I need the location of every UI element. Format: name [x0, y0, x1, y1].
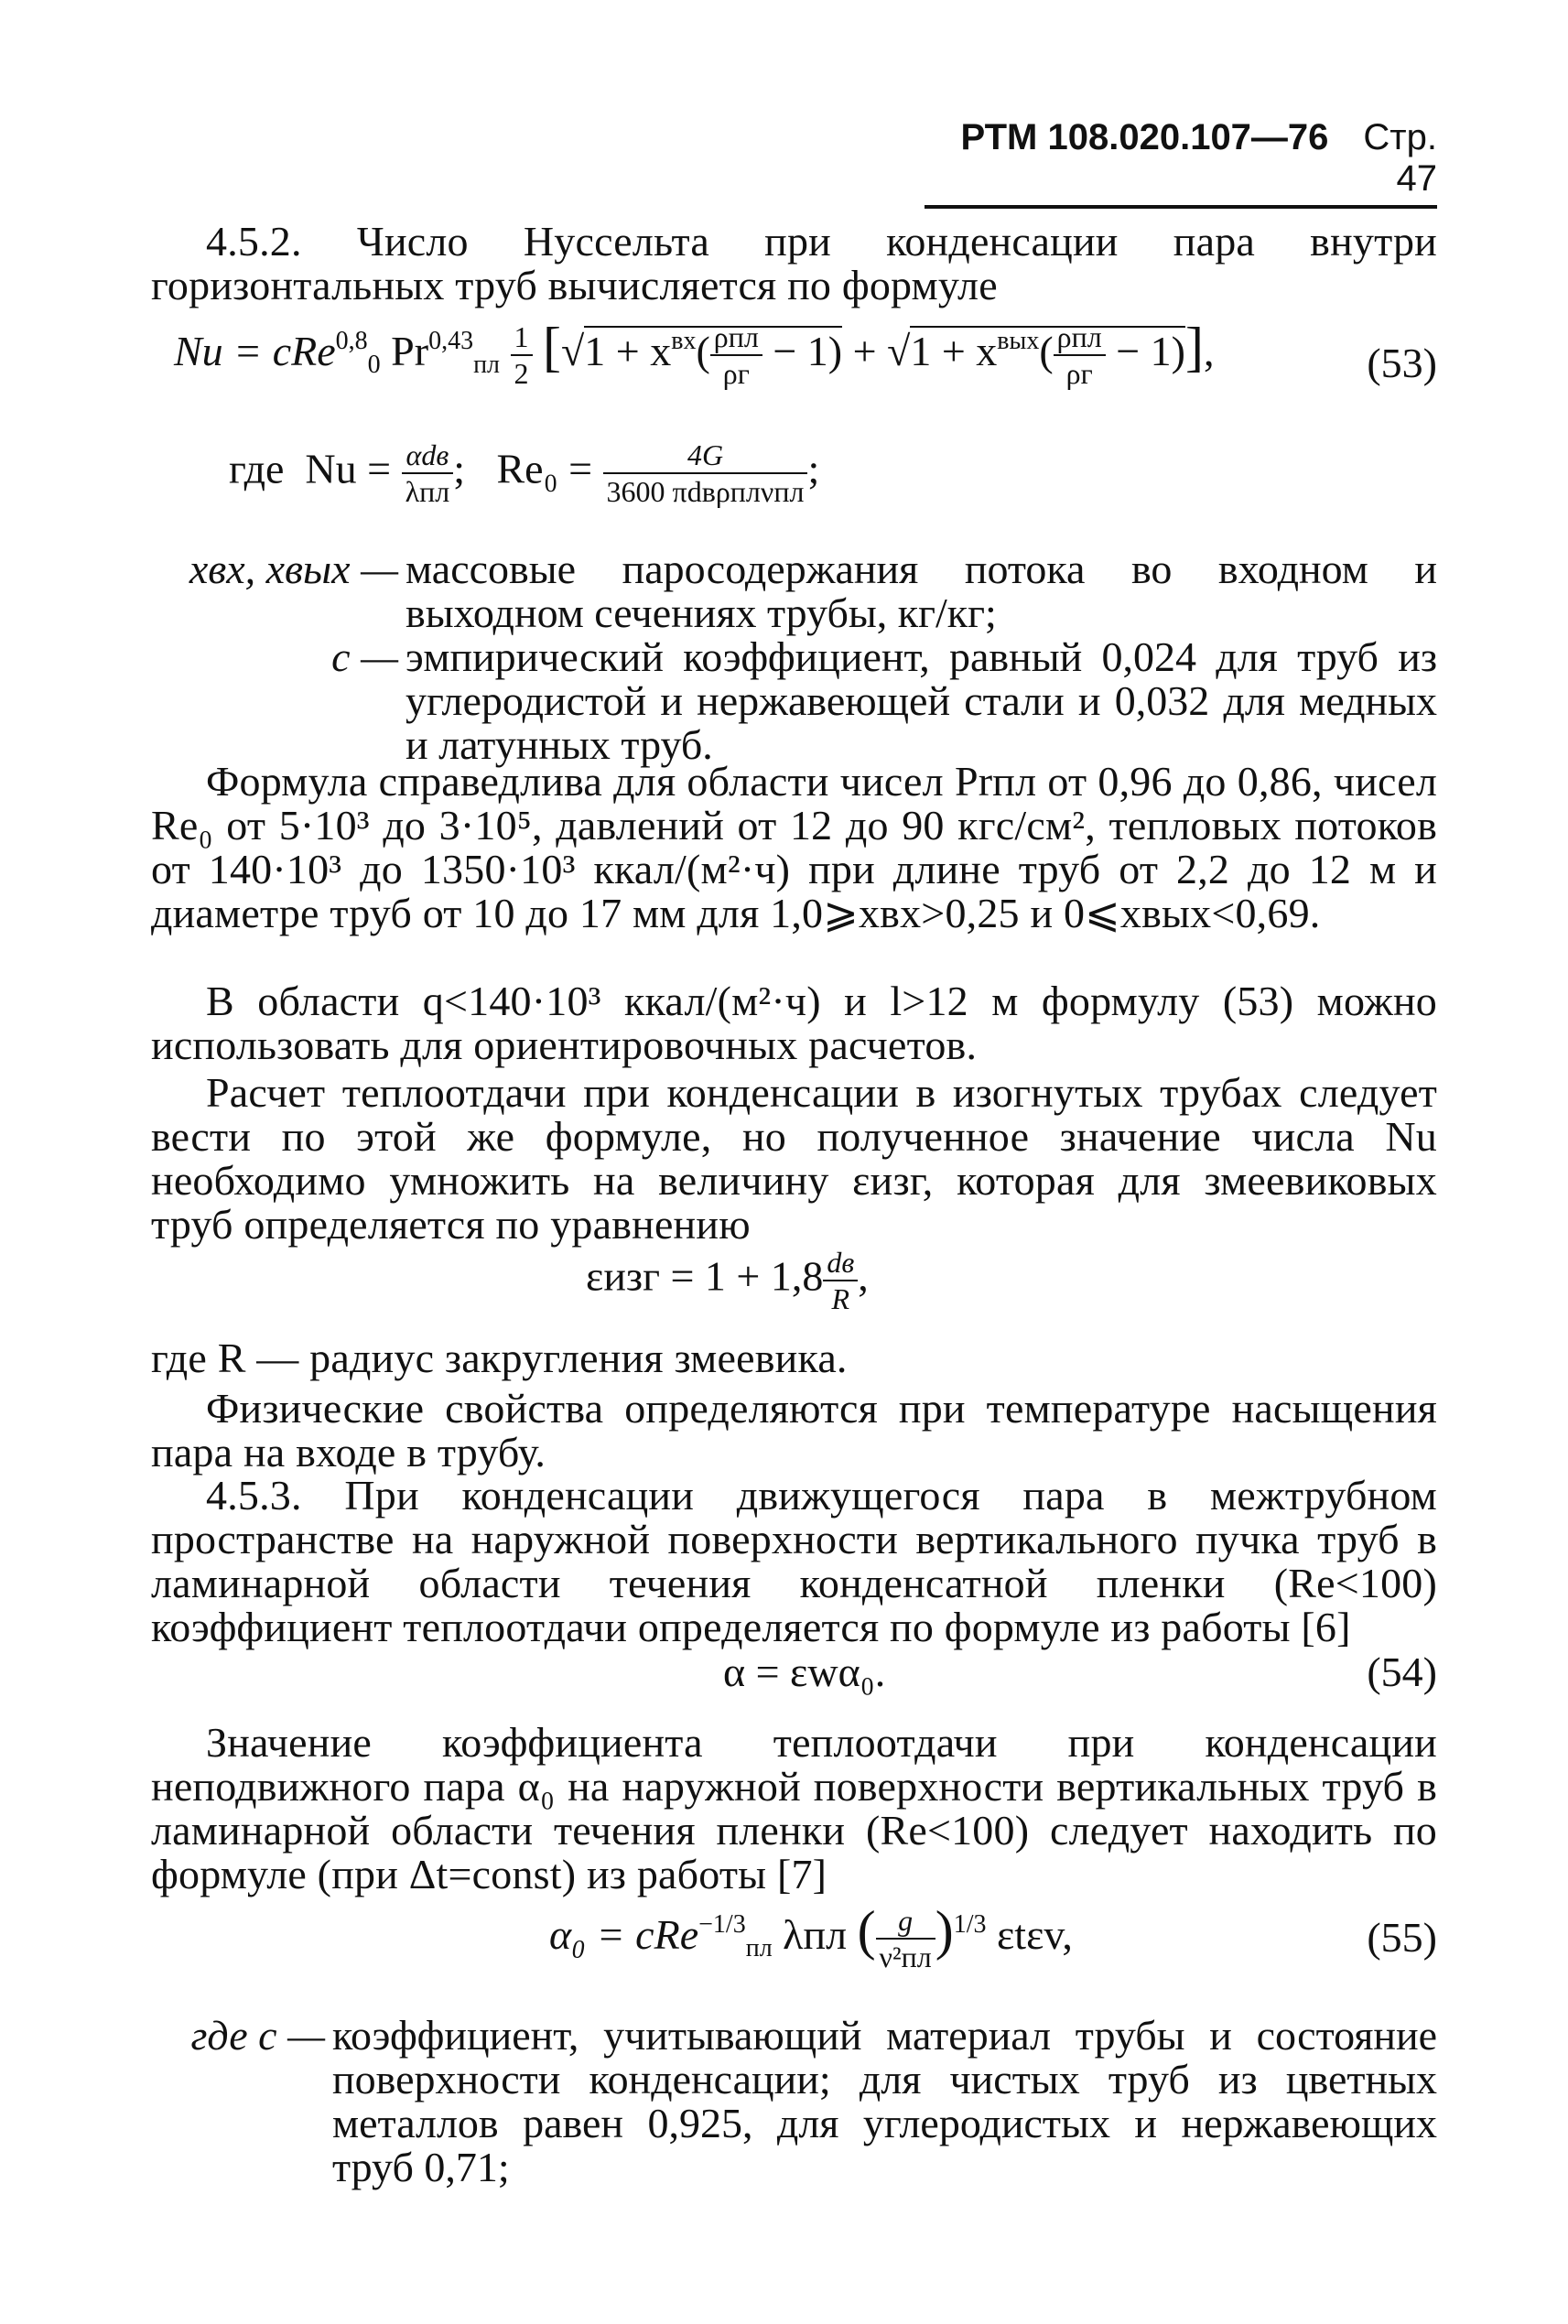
equation-number-54: (54) — [1367, 1648, 1437, 1695]
paragraph-radius: где R — радиус закругления змеевика. — [151, 1335, 848, 1381]
paragraph-physical-properties: Физические свойства определяются при температуре насыщения пара на входе в трубу. — [151, 1385, 1437, 1475]
paragraph-bent-tubes: Расчет теплоотдачи при конденсации в изогнутых трубах следует вести по этой же формуле, но полученное значение числа Nu необходимо умножить на величину εизг, которая для змеевиковых труб определяется по уравнению — [151, 1069, 1437, 1248]
paragraph-4-5-2: 4.5.2. Число Нуссельта при конденсации пара внутри горизонтальных труб вычисляется по формуле — [151, 218, 1437, 308]
paragraph-4-5-3: 4.5.3. При конденсации движущегося пара в межтрубном пространстве на наружной поверхности вертикального пучка труб в ламинарной области течения конденсатной пленки (Re<100) коэффициент теплоотдачи определяется по формуле из работы [6] — [151, 1472, 1437, 1650]
paragraph-approximate: В области q<140·10³ ккал/(м²·ч) и l>12 м формулу (53) можно использовать для ориентировочных расчетов. — [151, 978, 1437, 1068]
formula-55: α₀ = cRe$^{-1/3}_{пл}$ λпл ( $\frac{g}{\text{ν²пл}}$ )$^{1/3}$ εtεv, — [549, 1900, 1073, 1974]
formula-54: α = εwα₀. — [723, 1648, 886, 1695]
equation-number-55: (55) — [1367, 1914, 1437, 1961]
equation-number-53: (53) — [1367, 340, 1437, 386]
definition-x: xвх, xвых — массовые паросодержания потока во входном и выходном сечениях трубы, кг/кг; — [189, 546, 1437, 636]
paragraph-stationary-steam: Значение коэффициента теплоотдачи при конденсации неподвижного пара α₀ на наружной поверхности вертикальных труб в ламинарной области течения пленки (Re<100) следует находить по формуле (при Δt=const) из работы [7] — [151, 1719, 1437, 1897]
definitions-list-1 — [151, 547, 1437, 767]
page-number: Стр. 47 — [1363, 117, 1437, 199]
doc-code: РТМ 108.020.107—76 — [960, 117, 1329, 157]
formula-where-nu-re: где Nu = $\frac{\text{αdв}}{\text{λпл}}$ ; Re₀ = $\frac{4G}{\text{3600 πdвρплνпл}}$ ; — [229, 438, 820, 508]
paragraph-validity-range: Формула справедлива для области чисел Prпл от 0,96 до 0,86, чисел Re₀ от 5·10³ до 3·10⁵, давлений от 12 до 90 кгс/см², тепловых потоков от 140·10³ до 1350·10³ ккал/(м²·ч) при длине труб от 2,2 до 12 м и диаметре труб от 10 до 17 мм для 1,0⩾xвх>0,25 и 0⩽xвых<0,69. — [151, 758, 1437, 936]
definition-c: c — эмпирический коэффициент, равный 0,024 для труб из углеродистой и нержавеющей стали и 0,032 для медных и латунных труб. — [331, 633, 1437, 768]
definitions-list-2 — [151, 2014, 1437, 2189]
formula-53: Nu = cRe$^{0,8}_0$ Pr$^{0,43}_{пл}$ $\frac{1}{2}$ [$√1 + x^{вх}$( $\frac{\text{ρпл}}{\rho г}$ − $1) + √1 + x^{вых}$( $\frac{\text{ρпл}}{\rho г}$ − 1)], — [174, 317, 1215, 391]
page-header — [925, 117, 1437, 209]
formula-epsilon-izg: εизг = 1 + 1,8 $\frac{dв}{R}$ , — [586, 1246, 869, 1315]
definition-c-material: где c — коэффициент, учитывающий материал трубы и состояние поверхности конденсации; для чистых труб из цветных металлов равен 0,925, для углеродистых и нержавеющих труб 0,71; — [190, 2012, 1437, 2190]
